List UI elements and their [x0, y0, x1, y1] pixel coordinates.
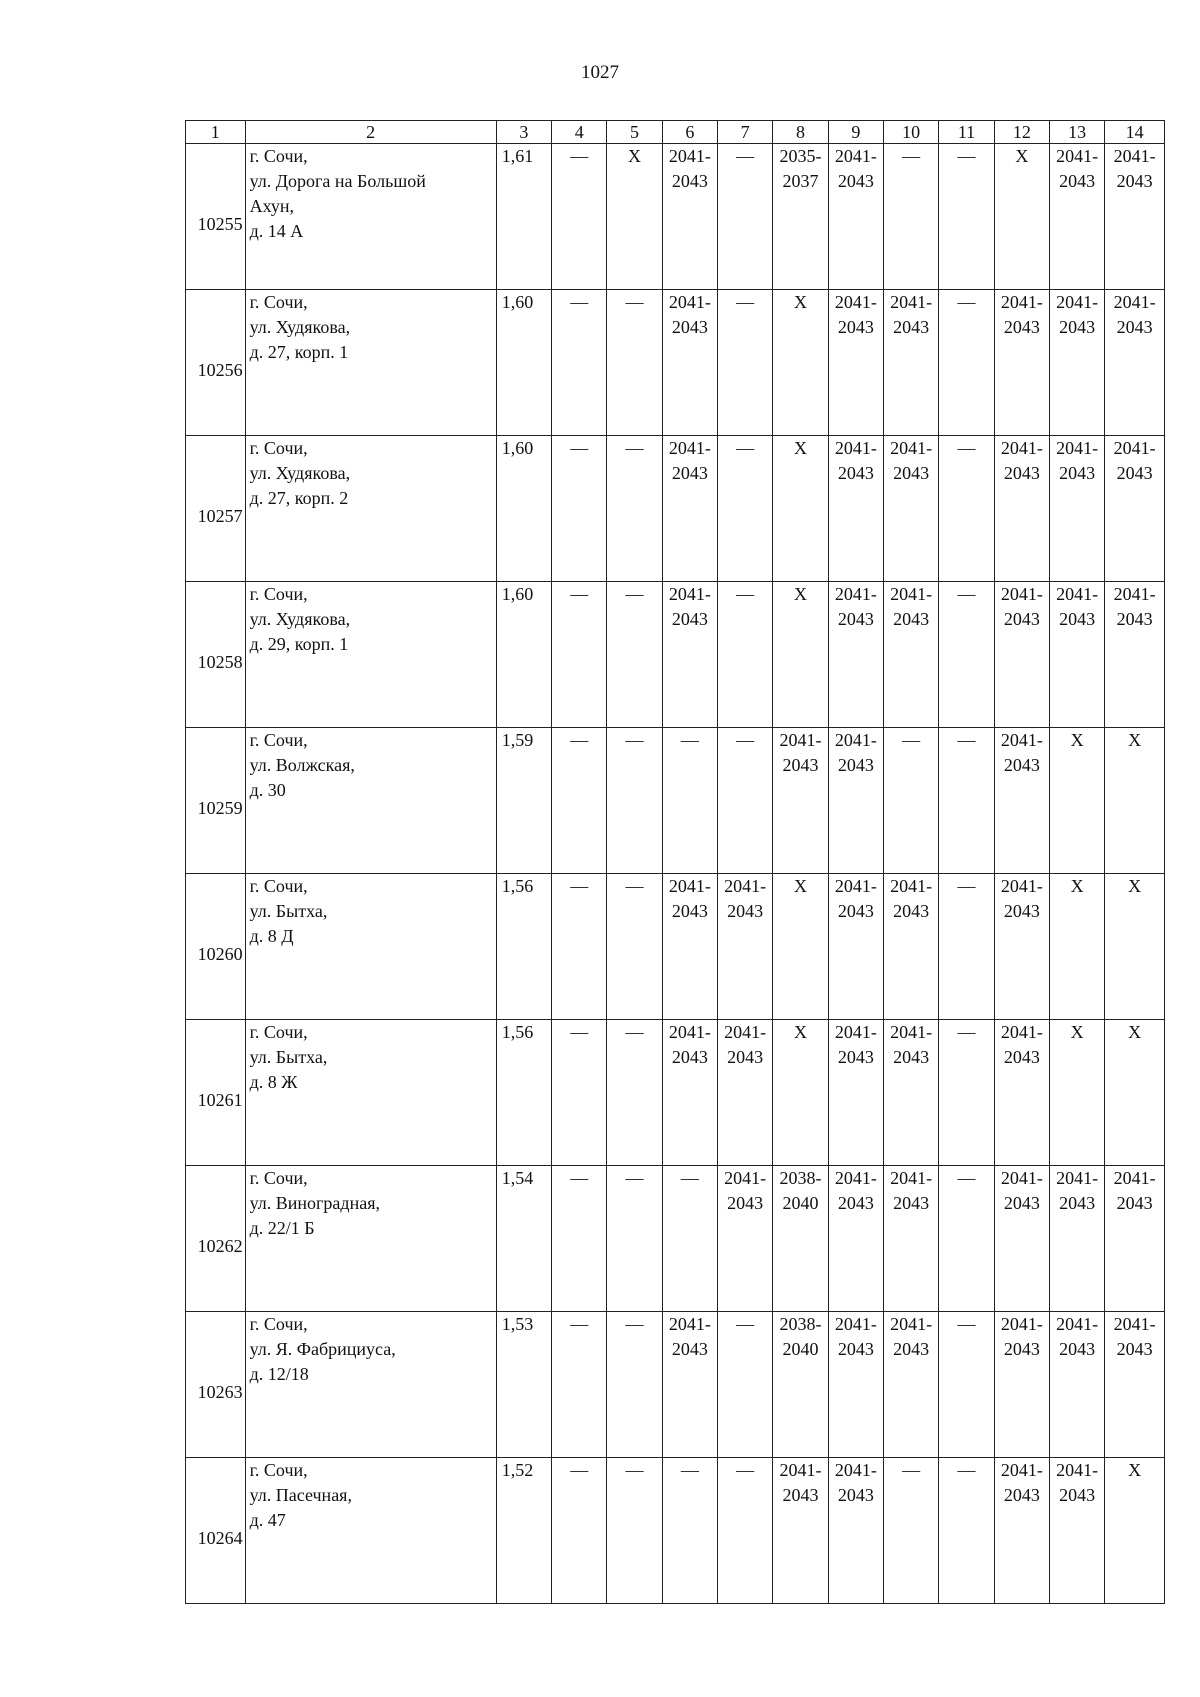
period-text: 2041-2043 [668, 1022, 711, 1067]
period-text: 2041-2043 [890, 584, 933, 629]
mark-cell: Х [1049, 728, 1104, 874]
period-cell [718, 1166, 773, 1312]
record-number-text: 10263 [197, 1382, 243, 1402]
page-number: 1027 [581, 62, 619, 83]
mark-cell: — [718, 290, 773, 436]
record-number [186, 144, 246, 290]
address-line: г. Сочи, [249, 584, 308, 604]
mark-cell: — [939, 436, 994, 582]
period-cell [1105, 436, 1165, 582]
address-cell [245, 1458, 496, 1604]
period-cell [994, 728, 1049, 874]
period-cell [828, 144, 883, 290]
period-cell [1049, 582, 1104, 728]
period-text: 2041-2043 [834, 876, 877, 921]
table-row [186, 874, 1165, 1020]
period-cell [1105, 144, 1165, 290]
address-line: г. Сочи, [249, 730, 308, 750]
column-header-8: 8 [773, 121, 828, 144]
address-cell [245, 1166, 496, 1312]
address-line: г. Сочи, [249, 146, 308, 166]
mark-cell: — [939, 144, 994, 290]
mark-cell: — [718, 582, 773, 728]
period-text: 2041-2043 [668, 1314, 711, 1359]
address-cell [245, 1312, 496, 1458]
period-cell [994, 874, 1049, 1020]
address-line: ул. Бытха, [249, 1047, 328, 1067]
table-row [186, 1458, 1165, 1604]
address-cell [245, 582, 496, 728]
period-cell [773, 144, 828, 290]
mark-cell: — [607, 290, 662, 436]
mark-cell: — [662, 1166, 717, 1312]
period-text: 2041-2043 [779, 1460, 822, 1505]
table-row [186, 582, 1165, 728]
mark-cell: — [939, 728, 994, 874]
period-cell [884, 874, 939, 1020]
record-number-text: 10262 [197, 1236, 243, 1256]
period-text: 2041-2043 [1000, 438, 1043, 483]
period-text: 2041-2043 [834, 1168, 877, 1213]
period-text: 2041-2043 [1113, 292, 1156, 337]
address-line: ул. Виноградная, [249, 1193, 380, 1213]
period-text: 2041-2043 [834, 730, 877, 775]
value-cell: 1,54 [496, 1166, 551, 1312]
mark-cell: — [939, 1458, 994, 1604]
period-text: 2041-2043 [668, 438, 711, 483]
address-cell [245, 436, 496, 582]
column-header-6: 6 [662, 121, 717, 144]
mark-cell: Х [1049, 1020, 1104, 1166]
period-text: 2038-2040 [779, 1314, 822, 1359]
period-cell [994, 290, 1049, 436]
period-cell [828, 582, 883, 728]
address-line: ул. Пасечная, [249, 1485, 352, 1505]
address-line: ул. Худякова, [249, 463, 351, 483]
period-text: 2041-2043 [1000, 730, 1043, 775]
address-line: г. Сочи, [249, 1314, 308, 1334]
mark-cell: — [662, 1458, 717, 1604]
period-text: 2041-2043 [1056, 438, 1099, 483]
record-number [186, 1458, 246, 1604]
period-text: 2041-2043 [1000, 292, 1043, 337]
value-cell: 1,52 [496, 1458, 551, 1604]
mark-cell: — [552, 144, 607, 290]
period-cell [884, 1020, 939, 1166]
mark-cell: Х [1105, 1458, 1165, 1604]
mark-cell: — [552, 1458, 607, 1604]
mark-cell: — [607, 1312, 662, 1458]
mark-cell: — [607, 1166, 662, 1312]
period-cell [994, 582, 1049, 728]
mark-cell: Х [1049, 874, 1104, 1020]
mark-cell: Х [1105, 1020, 1165, 1166]
address-line: ул. Дорога на Большой [249, 171, 426, 191]
mark-cell: — [939, 290, 994, 436]
table-body [186, 144, 1165, 1604]
mark-cell: — [607, 728, 662, 874]
period-text: 2041-2043 [890, 292, 933, 337]
table-row [186, 1020, 1165, 1166]
value-cell: 1,60 [496, 436, 551, 582]
period-text: 2041-2043 [1000, 1314, 1043, 1359]
mark-cell: — [939, 1312, 994, 1458]
period-cell [718, 874, 773, 1020]
mark-cell: — [552, 1020, 607, 1166]
period-text: 2041-2043 [1113, 584, 1156, 629]
period-text: 2041-2043 [1000, 1460, 1043, 1505]
period-cell [1105, 290, 1165, 436]
period-cell [662, 144, 717, 290]
mark-cell: — [607, 874, 662, 1020]
period-cell [884, 290, 939, 436]
period-text: 2041-2043 [1056, 146, 1099, 191]
period-text: 2041-2043 [668, 584, 711, 629]
address-line: д. 27, корп. 2 [249, 488, 349, 508]
address-line: г. Сочи, [249, 438, 308, 458]
address-line: ул. Бытха, [249, 901, 328, 921]
column-header-5: 5 [607, 121, 662, 144]
period-text: 2041-2043 [890, 1022, 933, 1067]
address-line: д. 22/1 Б [249, 1218, 315, 1238]
mark-cell: — [884, 144, 939, 290]
record-number [186, 1020, 246, 1166]
mark-cell: — [939, 582, 994, 728]
period-cell [884, 436, 939, 582]
period-text: 2041-2043 [1113, 1168, 1156, 1213]
period-cell [1105, 1312, 1165, 1458]
period-cell [662, 290, 717, 436]
mark-cell: — [607, 1458, 662, 1604]
period-text: 2041-2043 [1056, 1168, 1099, 1213]
column-header-12: 12 [994, 121, 1049, 144]
period-cell [994, 1166, 1049, 1312]
period-cell [884, 582, 939, 728]
period-text: 2041-2043 [724, 1168, 767, 1213]
value-cell: 1,59 [496, 728, 551, 874]
address-line: д. 8 Д [249, 926, 294, 946]
address-line: д. 12/18 [249, 1364, 309, 1384]
period-text: 2041-2043 [890, 1168, 933, 1213]
period-text: 2041-2043 [890, 876, 933, 921]
period-text: 2041-2043 [1000, 876, 1043, 921]
period-text: 2041-2043 [724, 876, 767, 921]
mark-cell: — [552, 728, 607, 874]
period-cell [1049, 1166, 1104, 1312]
period-text: 2035-2037 [779, 146, 822, 191]
period-cell [773, 1458, 828, 1604]
period-text: 2041-2043 [1000, 1022, 1043, 1067]
period-cell [994, 1020, 1049, 1166]
period-cell [828, 1458, 883, 1604]
period-cell [662, 874, 717, 1020]
address-line: д. 14 А [249, 221, 304, 241]
address-line: д. 27, корп. 1 [249, 342, 349, 362]
mark-cell: — [607, 1020, 662, 1166]
mark-cell: — [939, 874, 994, 1020]
mark-cell: — [939, 1020, 994, 1166]
address-line: ул. Волжская, [249, 755, 355, 775]
period-cell [828, 874, 883, 1020]
period-cell [828, 436, 883, 582]
period-text: 2041-2043 [834, 1460, 877, 1505]
period-cell [828, 1020, 883, 1166]
address-line: Ахун, [249, 196, 295, 216]
period-cell [828, 728, 883, 874]
period-cell [1049, 144, 1104, 290]
period-cell [1105, 582, 1165, 728]
period-cell [662, 436, 717, 582]
column-header-3: 3 [496, 121, 551, 144]
period-text: 2041-2043 [779, 730, 822, 775]
mark-cell: — [607, 582, 662, 728]
table-row [186, 1312, 1165, 1458]
mark-cell: — [718, 1312, 773, 1458]
record-number-text: 10260 [197, 944, 243, 964]
period-cell [662, 1020, 717, 1166]
record-number [186, 728, 246, 874]
period-cell [828, 1312, 883, 1458]
period-text: 2041-2043 [1000, 584, 1043, 629]
mark-cell: — [552, 1312, 607, 1458]
record-number-text: 10256 [197, 360, 243, 380]
period-cell [994, 1458, 1049, 1604]
period-text: 2041-2043 [724, 1022, 767, 1067]
address-line: г. Сочи, [249, 1460, 308, 1480]
period-text: 2041-2043 [1056, 1314, 1099, 1359]
table-row [186, 728, 1165, 874]
address-line: ул. Худякова, [249, 609, 351, 629]
column-header-9: 9 [828, 121, 883, 144]
period-cell [1105, 1166, 1165, 1312]
period-text: 2041-2043 [668, 292, 711, 337]
record-number-text: 10258 [197, 652, 243, 672]
record-number-text: 10257 [197, 506, 243, 526]
period-cell [1049, 1458, 1104, 1604]
mark-cell: Х [1105, 728, 1165, 874]
period-text: 2041-2043 [1056, 584, 1099, 629]
column-header-7: 7 [718, 121, 773, 144]
value-cell: 1,56 [496, 874, 551, 1020]
record-number-text: 10255 [197, 214, 243, 234]
mark-cell: — [662, 728, 717, 874]
period-text: 2041-2043 [834, 292, 877, 337]
period-cell [773, 1312, 828, 1458]
period-text: 2038-2040 [779, 1168, 822, 1213]
mark-cell: — [552, 1166, 607, 1312]
address-cell [245, 290, 496, 436]
column-header-10: 10 [884, 121, 939, 144]
period-cell [884, 1312, 939, 1458]
mark-cell: Х [1105, 874, 1165, 1020]
record-number [186, 582, 246, 728]
mark-cell: Х [994, 144, 1049, 290]
period-text: 2041-2043 [890, 438, 933, 483]
table-row [186, 144, 1165, 290]
period-text: 2041-2043 [668, 146, 711, 191]
address-cell [245, 874, 496, 1020]
period-text: 2041-2043 [834, 1022, 877, 1067]
column-header-4: 4 [552, 121, 607, 144]
mark-cell: — [718, 436, 773, 582]
column-header-11: 11 [939, 121, 994, 144]
mark-cell: Х [773, 290, 828, 436]
table-row [186, 436, 1165, 582]
value-cell: 1,56 [496, 1020, 551, 1166]
address-line: ул. Я. Фабрициуса, [249, 1339, 396, 1359]
period-cell [1049, 1312, 1104, 1458]
record-number-text: 10261 [197, 1090, 243, 1110]
period-cell [773, 1166, 828, 1312]
address-line: д. 47 [249, 1510, 286, 1530]
period-cell [718, 1020, 773, 1166]
period-cell [994, 1312, 1049, 1458]
table-row [186, 1166, 1165, 1312]
record-number [186, 874, 246, 1020]
period-text: 2041-2043 [1056, 292, 1099, 337]
address-line: г. Сочи, [249, 1022, 308, 1042]
value-cell: 1,60 [496, 582, 551, 728]
mark-cell: — [718, 728, 773, 874]
table-row [186, 290, 1165, 436]
address-line: ул. Худякова, [249, 317, 351, 337]
value-cell: 1,53 [496, 1312, 551, 1458]
period-cell [1049, 436, 1104, 582]
header-row [186, 121, 1165, 144]
mark-cell: Х [607, 144, 662, 290]
mark-cell: Х [773, 582, 828, 728]
period-text: 2041-2043 [890, 1314, 933, 1359]
period-cell [884, 1166, 939, 1312]
address-cell [245, 144, 496, 290]
address-line: д. 30 [249, 780, 286, 800]
period-text: 2041-2043 [668, 876, 711, 921]
period-cell [828, 290, 883, 436]
period-cell [1049, 290, 1104, 436]
mark-cell: — [607, 436, 662, 582]
address-line: г. Сочи, [249, 292, 308, 312]
register-table [185, 120, 1165, 1604]
period-cell [828, 1166, 883, 1312]
column-header-13: 13 [1049, 121, 1104, 144]
mark-cell: — [884, 728, 939, 874]
record-number [186, 1166, 246, 1312]
period-text: 2041-2043 [834, 1314, 877, 1359]
address-line: д. 8 Ж [249, 1072, 298, 1092]
mark-cell: Х [773, 436, 828, 582]
mark-cell: — [939, 1166, 994, 1312]
address-line: д. 29, корп. 1 [249, 634, 349, 654]
address-line: г. Сочи, [249, 1168, 308, 1188]
mark-cell: — [718, 1458, 773, 1604]
mark-cell: Х [773, 1020, 828, 1166]
period-text: 2041-2043 [834, 146, 877, 191]
address-cell [245, 728, 496, 874]
mark-cell: — [718, 144, 773, 290]
record-number [186, 436, 246, 582]
period-text: 2041-2043 [1000, 1168, 1043, 1213]
mark-cell: — [552, 436, 607, 582]
period-cell [773, 728, 828, 874]
mark-cell: — [552, 874, 607, 1020]
mark-cell: Х [773, 874, 828, 1020]
period-text: 2041-2043 [1113, 146, 1156, 191]
period-text: 2041-2043 [834, 584, 877, 629]
record-number-text: 10259 [197, 798, 243, 818]
value-cell: 1,60 [496, 290, 551, 436]
period-text: 2041-2043 [1056, 1460, 1099, 1505]
period-text: 2041-2043 [1113, 1314, 1156, 1359]
address-line: г. Сочи, [249, 876, 308, 896]
mark-cell: — [552, 582, 607, 728]
period-cell [662, 1312, 717, 1458]
value-cell: 1,61 [496, 144, 551, 290]
record-number [186, 290, 246, 436]
mark-cell: — [884, 1458, 939, 1604]
mark-cell: — [552, 290, 607, 436]
column-header-14: 14 [1105, 121, 1165, 144]
period-cell [662, 582, 717, 728]
record-number-text: 10264 [197, 1528, 243, 1548]
record-number [186, 1312, 246, 1458]
period-cell [994, 436, 1049, 582]
period-text: 2041-2043 [834, 438, 877, 483]
address-cell [245, 1020, 496, 1166]
period-text: 2041-2043 [1113, 438, 1156, 483]
column-header-2: 2 [245, 121, 496, 144]
column-header-1: 1 [186, 121, 246, 144]
